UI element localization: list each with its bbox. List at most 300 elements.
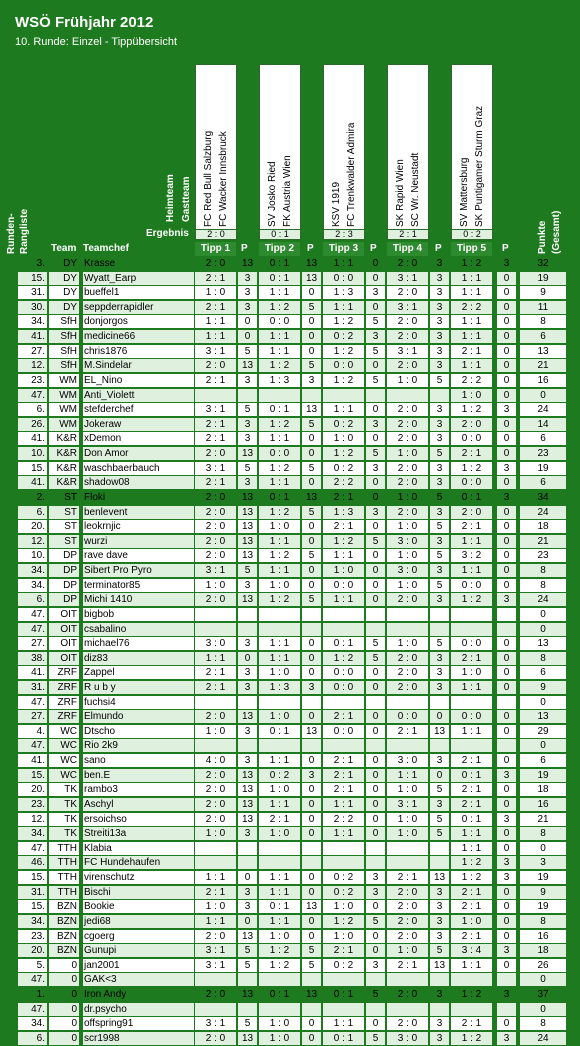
teamchef-cell: Wyatt_Earp bbox=[83, 272, 194, 285]
table-row bbox=[0, 491, 580, 505]
tipp3-cell: 1 : 3 bbox=[323, 506, 364, 519]
tipp5-cell: 2 : 1 bbox=[451, 930, 492, 943]
p3-cell: 0 bbox=[366, 403, 385, 416]
tipp4-cell bbox=[387, 856, 428, 869]
rank-cell: 6. bbox=[18, 593, 47, 606]
team-cell: DP bbox=[49, 579, 79, 592]
tipp4-cell: 2 : 0 bbox=[387, 315, 428, 328]
p4-cell bbox=[430, 1003, 449, 1016]
team-cell: TK bbox=[49, 798, 79, 811]
p5-cell: 0 bbox=[497, 315, 516, 328]
teamchef-cell: fuchsi4 bbox=[83, 696, 194, 709]
punkte-label: Punkte bbox=[537, 220, 548, 254]
tipp3-cell: 1 : 0 bbox=[323, 930, 364, 943]
p5-cell: 3 bbox=[497, 856, 516, 869]
teamchef-cell: scr1998 bbox=[83, 1032, 194, 1045]
p2-cell: 13 bbox=[302, 491, 321, 504]
teamchef-cell: Anti_Violett bbox=[83, 389, 194, 402]
game-4-teams bbox=[387, 64, 429, 232]
p2-cell bbox=[302, 623, 321, 636]
team-cell: WM bbox=[49, 403, 79, 416]
team-cell: BZN bbox=[49, 900, 79, 913]
team-cell: DY bbox=[49, 286, 79, 299]
tipp3-cell: 0 : 1 bbox=[323, 1032, 364, 1045]
tipp4-cell bbox=[387, 608, 428, 621]
points-cell: 14 bbox=[520, 418, 566, 431]
tipp2-cell bbox=[259, 1003, 300, 1016]
p5-cell: 0 bbox=[497, 286, 516, 299]
table-row bbox=[0, 301, 580, 315]
tipp4-cell: 3 : 1 bbox=[387, 301, 428, 314]
p1-cell: 13 bbox=[238, 769, 257, 782]
p5-cell bbox=[497, 739, 516, 752]
tipp1-cell: 2 : 1 bbox=[195, 886, 236, 899]
points-cell: 21 bbox=[520, 813, 566, 826]
teamchef-cell: Bookie bbox=[83, 900, 194, 913]
tipp1-cell: 2 : 1 bbox=[195, 301, 236, 314]
team-cell: 0 bbox=[49, 1032, 79, 1045]
p2-cell: 13 bbox=[302, 725, 321, 738]
teamchef-cell: Don Amor bbox=[83, 447, 194, 460]
points-cell: 8 bbox=[520, 564, 566, 577]
runden-label: Runden- bbox=[6, 213, 17, 254]
tipp5-cell: 1 : 2 bbox=[451, 593, 492, 606]
table-row bbox=[0, 359, 580, 373]
p5-cell: 3 bbox=[497, 403, 516, 416]
tipp3-cell: 1 : 1 bbox=[323, 301, 364, 314]
table-row bbox=[0, 871, 580, 885]
p4-cell: 3 bbox=[430, 681, 449, 694]
rank-cell: 12. bbox=[18, 359, 47, 372]
tipp2-cell: 0 : 1 bbox=[259, 272, 300, 285]
p1-cell: 5 bbox=[238, 959, 257, 972]
p5-cell: 0 bbox=[497, 827, 516, 840]
tipp2-cell: 0 : 1 bbox=[259, 491, 300, 504]
table-row bbox=[0, 330, 580, 344]
team-cell: OIT bbox=[49, 637, 79, 650]
tipp2-cell: 1 : 1 bbox=[259, 432, 300, 445]
team-cell: ST bbox=[49, 491, 79, 504]
points-cell: 16 bbox=[520, 374, 566, 387]
tipp4-cell: 2 : 1 bbox=[387, 959, 428, 972]
tipp5-cell: 2 : 1 bbox=[451, 783, 492, 796]
tipp3-cell: 2 : 1 bbox=[323, 769, 364, 782]
table-row bbox=[0, 652, 580, 666]
tipp2-cell: 1 : 3 bbox=[259, 681, 300, 694]
table-row bbox=[0, 623, 580, 637]
p1-cell: 3 bbox=[238, 754, 257, 767]
p5-cell: 0 bbox=[497, 798, 516, 811]
teamchef-cell: waschbaerbauch bbox=[83, 462, 194, 475]
rank-cell: 47. bbox=[18, 696, 47, 709]
tipp4-cell: 3 : 0 bbox=[387, 1032, 428, 1045]
table-row bbox=[0, 900, 580, 914]
table-row bbox=[0, 856, 580, 870]
tipp1-cell: 2 : 1 bbox=[195, 272, 236, 285]
tipp5-cell: 1 : 0 bbox=[451, 666, 492, 679]
tipp1-cell: 3 : 1 bbox=[195, 403, 236, 416]
tipp4-cell: 1 : 0 bbox=[387, 549, 428, 562]
tipp2-cell: 1 : 0 bbox=[259, 783, 300, 796]
table-row bbox=[0, 520, 580, 534]
p3-cell: 3 bbox=[366, 506, 385, 519]
teamchef-cell: Dtscho bbox=[83, 725, 194, 738]
table-row bbox=[0, 286, 580, 300]
teamchef-cell: R u b y bbox=[83, 681, 194, 694]
p4-cell: 13 bbox=[430, 725, 449, 738]
tipp2-cell: 1 : 2 bbox=[259, 359, 300, 372]
p3-cell: 0 bbox=[366, 827, 385, 840]
rank-cell: 34. bbox=[18, 827, 47, 840]
tipp5-cell: 1 : 0 bbox=[451, 915, 492, 928]
tipp4-cell: 3 : 0 bbox=[387, 754, 428, 767]
p1-cell: 13 bbox=[238, 506, 257, 519]
tipp2-cell bbox=[259, 856, 300, 869]
tipp1-cell: 1 : 1 bbox=[195, 915, 236, 928]
table-row bbox=[0, 447, 580, 461]
p5-cell: 3 bbox=[497, 988, 516, 1001]
tipp4-cell: 2 : 0 bbox=[387, 286, 428, 299]
points-cell: 24 bbox=[520, 403, 566, 416]
table-row bbox=[0, 944, 580, 958]
tipp2-cell: 1 : 1 bbox=[259, 345, 300, 358]
tipp5-cell: 2 : 1 bbox=[451, 1017, 492, 1030]
tipp2-cell: 0 : 1 bbox=[259, 900, 300, 913]
p2-cell: 5 bbox=[302, 506, 321, 519]
game-1-home: FC Red Bull Salzburg bbox=[203, 130, 214, 227]
p2-cell: 0 bbox=[302, 915, 321, 928]
team-cell: TTH bbox=[49, 842, 79, 855]
points-cell: 23 bbox=[520, 549, 566, 562]
p2-cell bbox=[302, 1003, 321, 1016]
p4-cell: 13 bbox=[430, 959, 449, 972]
tipp4-cell: 1 : 0 bbox=[387, 637, 428, 650]
teamchef-cell: Aschyl bbox=[83, 798, 194, 811]
tipp5-cell: 2 : 0 bbox=[451, 506, 492, 519]
teamchef-cell: offspring91 bbox=[83, 1017, 194, 1030]
team-cell: WM bbox=[49, 418, 79, 431]
p2-cell: 0 bbox=[302, 447, 321, 460]
rank-cell: 27. bbox=[18, 637, 47, 650]
tipp4-cell: 2 : 0 bbox=[387, 462, 428, 475]
p1-cell: 13 bbox=[238, 257, 257, 270]
team-cell: K&R bbox=[49, 432, 79, 445]
teamchef-cell: Michi 1410 bbox=[83, 593, 194, 606]
team-cell: 0 bbox=[49, 1017, 79, 1030]
team-cell: OIT bbox=[49, 608, 79, 621]
tipp2-cell: 1 : 1 bbox=[259, 637, 300, 650]
p3-cell: 0 bbox=[366, 432, 385, 445]
teamchef-cell: csabalino bbox=[83, 623, 194, 636]
p2-cell: 5 bbox=[302, 462, 321, 475]
table-row bbox=[0, 725, 580, 739]
p3-cell: 0 bbox=[366, 798, 385, 811]
tipp3-cell: 1 : 2 bbox=[323, 374, 364, 387]
team-cell: ZRF bbox=[49, 681, 79, 694]
p4-cell: 3 bbox=[430, 915, 449, 928]
p3-cell: 5 bbox=[366, 374, 385, 387]
team-cell: 0 bbox=[49, 988, 79, 1001]
p5-cell: 3 bbox=[497, 1032, 516, 1045]
tipp4-cell: 2 : 0 bbox=[387, 886, 428, 899]
table-row bbox=[0, 476, 580, 490]
teamchef-cell: benlevent bbox=[83, 506, 194, 519]
tipp2-cell: 0 : 1 bbox=[259, 725, 300, 738]
p1-cell: 3 bbox=[238, 725, 257, 738]
p4-cell bbox=[430, 389, 449, 402]
tipp1-cell: 2 : 0 bbox=[195, 506, 236, 519]
teamchef-cell: bigbob bbox=[83, 608, 194, 621]
rank-cell: 6. bbox=[18, 403, 47, 416]
tipp5-cell: 1 : 1 bbox=[451, 681, 492, 694]
p2-cell: 0 bbox=[302, 432, 321, 445]
tipp1-cell: 2 : 0 bbox=[195, 447, 236, 460]
rank-cell: 47. bbox=[18, 389, 47, 402]
tipp2-cell bbox=[259, 973, 300, 986]
tipp2-cell bbox=[259, 608, 300, 621]
p5-cell: 0 bbox=[497, 666, 516, 679]
game-5-home: SV Mattersburg bbox=[459, 157, 470, 227]
tipp1-cell: 1 : 0 bbox=[195, 286, 236, 299]
tipp4-cell: 3 : 1 bbox=[387, 798, 428, 811]
teamchef-cell: Bischi bbox=[83, 886, 194, 899]
rank-cell: 46. bbox=[18, 856, 47, 869]
p5-cell: 0 bbox=[497, 564, 516, 577]
tipp4-cell: 2 : 0 bbox=[387, 330, 428, 343]
teamchef-cell: michael76 bbox=[83, 637, 194, 650]
tipp5-cell: 1 : 2 bbox=[451, 462, 492, 475]
tipp3-cell: 1 : 2 bbox=[323, 315, 364, 328]
tipp4-cell: 2 : 0 bbox=[387, 593, 428, 606]
tipp3-cell: 1 : 2 bbox=[323, 652, 364, 665]
p5-cell: 0 bbox=[497, 535, 516, 548]
p4-cell: 3 bbox=[430, 330, 449, 343]
p1-cell: 13 bbox=[238, 710, 257, 723]
tipp3-cell: 2 : 1 bbox=[323, 754, 364, 767]
tipp2-cell: 1 : 0 bbox=[259, 930, 300, 943]
table-row bbox=[0, 798, 580, 812]
tipp3-cell bbox=[323, 696, 364, 709]
p4-cell: 5 bbox=[430, 374, 449, 387]
tipp1-cell: 2 : 0 bbox=[195, 549, 236, 562]
p2-cell: 5 bbox=[302, 959, 321, 972]
teamchef-cell: shadow08 bbox=[83, 476, 194, 489]
tipp4-cell: 2 : 0 bbox=[387, 1017, 428, 1030]
game-3-result: 2 : 3 bbox=[323, 229, 365, 240]
tipp4-cell: 2 : 0 bbox=[387, 652, 428, 665]
tipp5-cell: 3 : 4 bbox=[451, 944, 492, 957]
teamchef-cell: leokrnjic bbox=[83, 520, 194, 533]
tipp5-cell: 0 : 0 bbox=[451, 579, 492, 592]
teamchef-cell: diz83 bbox=[83, 652, 194, 665]
tipp3-cell: 2 : 1 bbox=[323, 783, 364, 796]
teamchef-cell: FC Hundehaufen bbox=[83, 856, 194, 869]
rank-cell: 27. bbox=[18, 710, 47, 723]
tipp5-cell: 1 : 1 bbox=[451, 359, 492, 372]
tipp5-cell: 1 : 1 bbox=[451, 725, 492, 738]
p2-cell: 5 bbox=[302, 301, 321, 314]
points-cell: 0 bbox=[520, 696, 566, 709]
p4-cell: 3 bbox=[430, 1017, 449, 1030]
teamchef-cell: jan2001 bbox=[83, 959, 194, 972]
p4-cell: 3 bbox=[430, 1032, 449, 1045]
tipp1-cell: 2 : 0 bbox=[195, 710, 236, 723]
p3-cell bbox=[366, 739, 385, 752]
p3-cell bbox=[366, 1003, 385, 1016]
p3-cell: 3 bbox=[366, 330, 385, 343]
team-cell: K&R bbox=[49, 476, 79, 489]
tipp4-cell bbox=[387, 1003, 428, 1016]
p4-cell bbox=[430, 973, 449, 986]
tipp1-cell: 3 : 1 bbox=[195, 944, 236, 957]
p1-cell: 5 bbox=[238, 944, 257, 957]
rank-cell: 34. bbox=[18, 1017, 47, 1030]
p1-cell: 3 bbox=[238, 272, 257, 285]
tipp2-cell: 1 : 3 bbox=[259, 374, 300, 387]
tipp3-cell: 0 : 0 bbox=[323, 681, 364, 694]
p4-cell: 5 bbox=[430, 491, 449, 504]
p1-cell: 3 bbox=[238, 476, 257, 489]
rank-cell: 34. bbox=[18, 915, 47, 928]
team-cell: WC bbox=[49, 739, 79, 752]
points-cell: 21 bbox=[520, 535, 566, 548]
table-row bbox=[0, 988, 580, 1002]
p2-cell: 3 bbox=[302, 769, 321, 782]
p4-cell: 0 bbox=[430, 769, 449, 782]
tipp3-cell bbox=[323, 623, 364, 636]
tipp1-cell: 3 : 1 bbox=[195, 1017, 236, 1030]
tipp2-cell: 1 : 0 bbox=[259, 1032, 300, 1045]
rank-cell: 47. bbox=[18, 1003, 47, 1016]
team-cell: DY bbox=[49, 257, 79, 270]
p3-cell bbox=[366, 389, 385, 402]
p3-cell: 3 bbox=[366, 462, 385, 475]
tipp1-header: Tipp 1 bbox=[195, 242, 236, 256]
tipp3-cell: 1 : 1 bbox=[323, 827, 364, 840]
tipp2-cell: 1 : 1 bbox=[259, 871, 300, 884]
rank-cell: 15. bbox=[18, 871, 47, 884]
p1-cell: 13 bbox=[238, 988, 257, 1001]
tipp3-cell: 0 : 1 bbox=[323, 988, 364, 1001]
table-row bbox=[0, 783, 580, 797]
p1-cell: 13 bbox=[238, 491, 257, 504]
tipp1-cell bbox=[195, 623, 236, 636]
teamchef-cell: dr.psycho bbox=[83, 1003, 194, 1016]
tipp2-cell: 1 : 0 bbox=[259, 666, 300, 679]
tipp1-cell: 1 : 0 bbox=[195, 827, 236, 840]
team-cell: SfH bbox=[49, 359, 79, 372]
p4-cell bbox=[430, 696, 449, 709]
p1-cell bbox=[238, 608, 257, 621]
tipp5-cell: 0 : 0 bbox=[451, 432, 492, 445]
p4-cell: 3 bbox=[430, 988, 449, 1001]
p4-cell: 3 bbox=[430, 462, 449, 475]
p1-cell bbox=[238, 739, 257, 752]
teamchef-cell: EL_Nino bbox=[83, 374, 194, 387]
points-cell: 9 bbox=[520, 886, 566, 899]
tipp5-cell: 2 : 1 bbox=[451, 447, 492, 460]
p3-cell: 3 bbox=[366, 286, 385, 299]
p5-cell: 0 bbox=[497, 520, 516, 533]
tipp2-cell: 1 : 2 bbox=[259, 593, 300, 606]
table-row bbox=[0, 915, 580, 929]
p5-cell: 0 bbox=[497, 506, 516, 519]
table-row bbox=[0, 930, 580, 944]
p5-cell: 0 bbox=[497, 389, 516, 402]
p2-cell: 0 bbox=[302, 345, 321, 358]
rank-cell: 34. bbox=[18, 564, 47, 577]
tipp1-cell: 3 : 1 bbox=[195, 564, 236, 577]
tipp4-cell: 2 : 0 bbox=[387, 257, 428, 270]
p2-cell: 0 bbox=[302, 1032, 321, 1045]
tipp1-cell: 2 : 1 bbox=[195, 666, 236, 679]
tipp5-cell: 2 : 1 bbox=[451, 886, 492, 899]
p3-cell bbox=[366, 696, 385, 709]
rank-cell: 15. bbox=[18, 272, 47, 285]
p4-cell: 3 bbox=[430, 564, 449, 577]
p1-cell: 13 bbox=[238, 593, 257, 606]
teamchef-cell: Gunupi bbox=[83, 944, 194, 957]
page-title: WSÖ Frühjahr 2012 bbox=[15, 14, 154, 31]
points-cell: 8 bbox=[520, 652, 566, 665]
teamchef-cell: xDemon bbox=[83, 432, 194, 445]
table-row bbox=[0, 432, 580, 446]
team-cell: WC bbox=[49, 725, 79, 738]
tipp4-cell: 1 : 0 bbox=[387, 447, 428, 460]
tipp3-cell: 0 : 2 bbox=[323, 330, 364, 343]
p2-cell: 13 bbox=[302, 403, 321, 416]
p4-cell bbox=[430, 608, 449, 621]
teamchef-cell: virenschutz bbox=[83, 871, 194, 884]
tipp2-cell: 0 : 1 bbox=[259, 403, 300, 416]
team-cell: BZN bbox=[49, 944, 79, 957]
p5-cell: 0 bbox=[497, 652, 516, 665]
p2-cell bbox=[302, 608, 321, 621]
p5-cell bbox=[497, 1003, 516, 1016]
tipp4-cell bbox=[387, 842, 428, 855]
p4-cell: 3 bbox=[430, 930, 449, 943]
game-2-result: 0 : 1 bbox=[259, 229, 301, 240]
tipp1-cell: 3 : 1 bbox=[195, 345, 236, 358]
tipp4-cell bbox=[387, 696, 428, 709]
team-header: Team bbox=[51, 243, 77, 254]
p3-cell: 0 bbox=[366, 257, 385, 270]
points-cell: 6 bbox=[520, 330, 566, 343]
tipp5-cell: 2 : 2 bbox=[451, 301, 492, 314]
p5-cell: 0 bbox=[497, 345, 516, 358]
tipp4-cell: 1 : 0 bbox=[387, 783, 428, 796]
rank-cell: 15. bbox=[18, 769, 47, 782]
points-cell: 26 bbox=[520, 959, 566, 972]
tipp5-cell: 1 : 2 bbox=[451, 856, 492, 869]
tipp3-cell: 0 : 2 bbox=[323, 886, 364, 899]
p1-cell: 3 bbox=[238, 301, 257, 314]
tipp4-cell: 1 : 0 bbox=[387, 813, 428, 826]
p5-cell: 0 bbox=[497, 886, 516, 899]
tipp2-cell: 0 : 0 bbox=[259, 447, 300, 460]
p4-cell: 5 bbox=[430, 520, 449, 533]
p4-cell: 3 bbox=[430, 900, 449, 913]
p2-cell: 0 bbox=[302, 652, 321, 665]
tipp4-cell: 2 : 0 bbox=[387, 988, 428, 1001]
p4-cell: 5 bbox=[430, 944, 449, 957]
tipp1-cell bbox=[195, 842, 236, 855]
p3-cell: 3 bbox=[366, 418, 385, 431]
p4-cell: 3 bbox=[430, 798, 449, 811]
rank-cell: 31. bbox=[18, 886, 47, 899]
p2-cell bbox=[302, 739, 321, 752]
tipp2-cell: 1 : 0 bbox=[259, 579, 300, 592]
